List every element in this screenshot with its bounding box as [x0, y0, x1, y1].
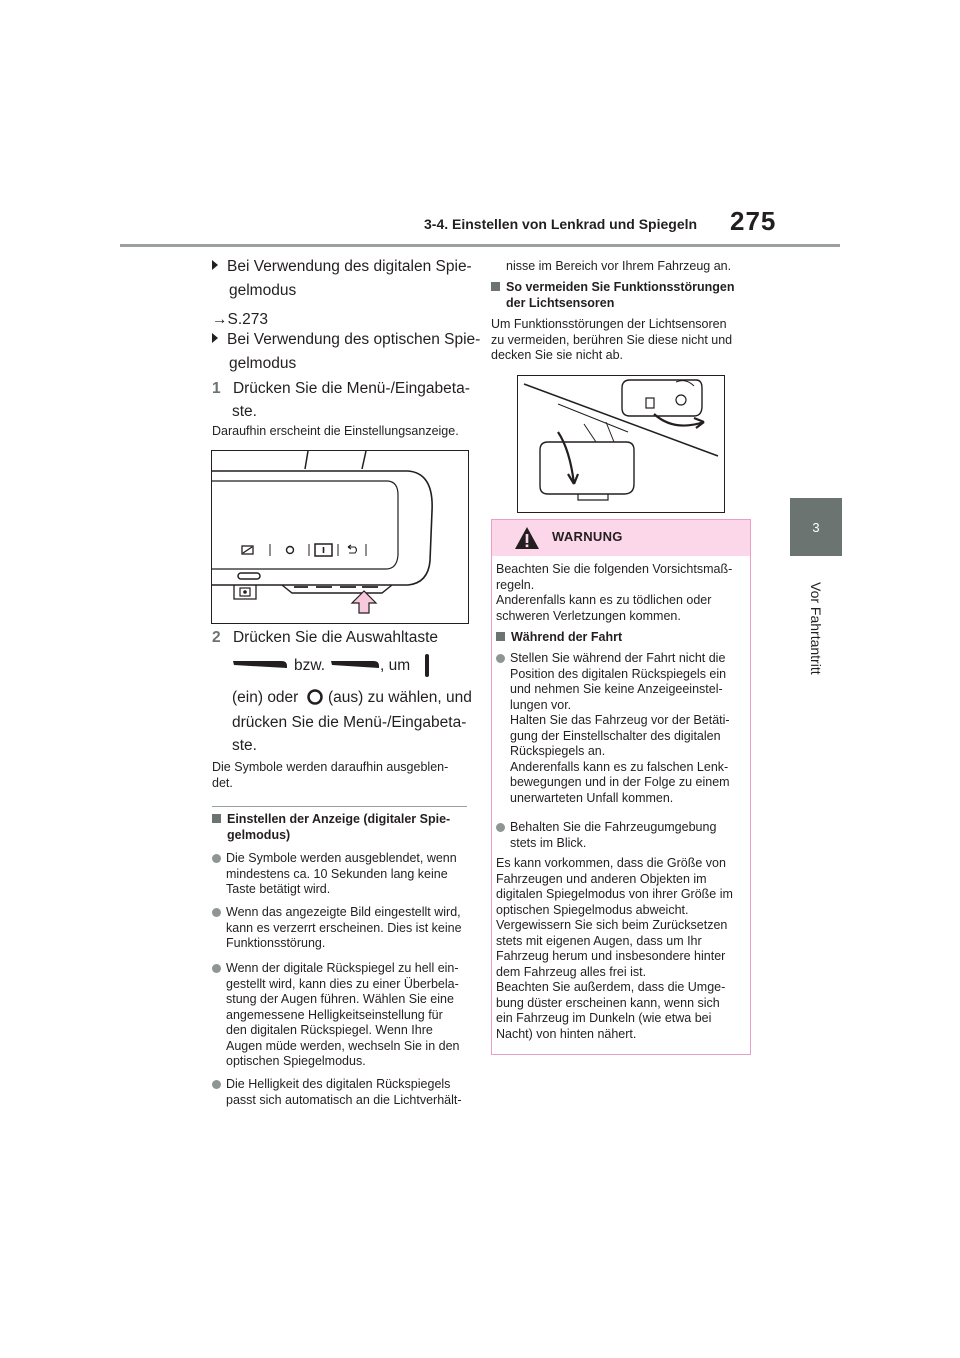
- dot-bullet-icon: [212, 854, 221, 863]
- mirror-illustration: [212, 451, 468, 623]
- on-bar-icon: [422, 653, 432, 679]
- square-bullet-icon: [491, 282, 500, 291]
- mirror-menu-figure: [211, 450, 469, 624]
- warning-box: [491, 519, 751, 1055]
- chapter-name: Vor Fahrtantritt: [808, 582, 824, 675]
- dot-bullet-icon: [212, 964, 221, 973]
- dot-bullet-icon: [212, 1080, 221, 1089]
- page-number: 275: [730, 206, 777, 236]
- warning-label: WARNUNG: [552, 529, 623, 544]
- select-button-up-icon: [330, 658, 380, 672]
- bullet-brightness: Wenn der digitale Rückspiegel zu hell ein- gestellt wird, kann dies zu einer Überbela- stung der Augen führen. Wählen Sie eine angemessene Helligkeitseinstellung für den digitalen Rückspiegel. Wenn Ihre Augen müde werden, wechseln Sie in den optischen Spiegelmodus.: [212, 961, 472, 1070]
- sensor-section-title: So vermeiden Sie Funktionsstörungen der Lichtsensoren: [491, 280, 735, 311]
- step-2-line-3: (ein) oder (aus) zu wählen, und: [232, 689, 472, 706]
- step-1: 1 Drücken Sie die Menü-/Eingabeta-: [212, 380, 470, 397]
- sensor-paragraph: Um Funktionsstörungen der Lichtsensoren zu vermeiden, berühren Sie diese nicht und decken Sie sie nicht ab.: [491, 317, 733, 362]
- step-number: 1: [212, 380, 221, 397]
- light-sensor-figure: [517, 375, 725, 513]
- section-divider: [212, 806, 467, 807]
- step-1-note: Daraufhin erscheint die Einstellungsanzeige.: [212, 424, 459, 438]
- dot-bullet-icon: [496, 654, 505, 663]
- step-2-line-5: ste.: [232, 737, 257, 754]
- warning-header: [492, 520, 750, 556]
- warning-subsection: Während der Fahrt: [496, 630, 622, 646]
- section-title: 3-4. Einstellen von Lenkrad und Spiegeln: [424, 216, 698, 232]
- warning-outro: Es kann vorkommen, dass die Größe von Fahrzeugen und anderen Objekten im digitalen Spiegelmodus von ihrer Größe im optischen Spiegelmodus abweicht. Vergewissern Sie sich beim Zurücksetzen stets mit eigenen Augen, dass um Ihr Fahrzeug herum und insbesondere hinter dem Fahrzeug alles frei ist. Beachten Sie außerdem, dass die Umge- bung düster erscheinen kann, wenn sich ein Fahrzeug im Dunkeln (wie etwa bei Nacht) von hinten nähert.: [496, 856, 733, 1041]
- square-bullet-icon: [496, 632, 505, 641]
- triangle-bullet-icon: [212, 260, 218, 270]
- select-button-down-icon: [232, 658, 288, 672]
- triangle-bullet-icon: [212, 333, 218, 343]
- bullet-digital-mode-cont: gelmodus: [229, 282, 297, 299]
- off-circle-icon: [306, 688, 324, 706]
- warning-intro: Beachten Sie die folgenden Vorsichtsmaß- regeln. Anderenfalls kann es zu tödlichen oder schweren Verletzungen kommen.: [496, 562, 733, 623]
- bullet-image-distortion: Wenn das angezeigte Bild eingestellt wird, kann es verzerrt erscheinen. Dies ist keine Funktionsstörung.: [212, 905, 472, 952]
- square-bullet-icon: [212, 814, 221, 823]
- bullet-optical-mode-cont: gelmodus: [229, 355, 297, 372]
- section-title-display: Einstellen der Anzeige (digitaler Spie- gelmodus): [212, 812, 450, 843]
- sensor-illustration: [518, 376, 724, 512]
- bullet-digital-mode: Bei Verwendung des digitalen Spie-: [212, 255, 472, 279]
- page-reference-link[interactable]: →S.273: [212, 311, 269, 328]
- bullet-symbols-hidden: Die Symbole werden ausgeblendet, wenn mindestens ca. 10 Sekunden lang keine Taste betätigt wird.: [212, 851, 472, 898]
- continued-text: nisse im Bereich vor Ihrem Fahrzeug an.: [506, 259, 732, 273]
- step-number: 2: [212, 629, 221, 646]
- bullet-optical-mode: Bei Verwendung des optischen Spie-: [212, 328, 480, 352]
- warning-triangle-icon: [514, 526, 540, 550]
- step-1-cont: ste.: [232, 403, 257, 420]
- step-2-line-2: bzw. , um: [232, 654, 472, 680]
- dot-bullet-icon: [212, 908, 221, 917]
- bullet-auto-brightness: Die Helligkeit des digitalen Rückspiegels passt sich automatisch an die Lichtverhält-: [212, 1077, 472, 1108]
- dot-bullet-icon: [496, 823, 505, 832]
- step-2-line-4: drücken Sie die Menü-/Eingabeta-: [232, 714, 467, 731]
- header-divider: [120, 244, 840, 247]
- step-2-note: Die Symbole werden daraufhin ausgeblen- det.: [212, 760, 449, 790]
- warning-bullet-driving: Stellen Sie während der Fahrt nicht die Position des digitalen Rückspiegels ein und nehmen Sie keine Anzeigeeinstel- lungen vor. Halten Sie das Fahrzeug vor der Betäti- gung der Einstellschalter des digitalen Rückspiegels an. Anderenfalls kann es zu falschen Lenk- bewegungen und in der Folge zu einem unerwarteten Unfall kommen.: [496, 651, 746, 806]
- warning-bullet-surroundings: Behalten Sie die Fahrzeugumgebung stets im Blick.: [496, 820, 746, 851]
- chapter-tab: 3: [790, 498, 842, 556]
- step-2: 2 Drücken Sie die Auswahltaste: [212, 629, 438, 646]
